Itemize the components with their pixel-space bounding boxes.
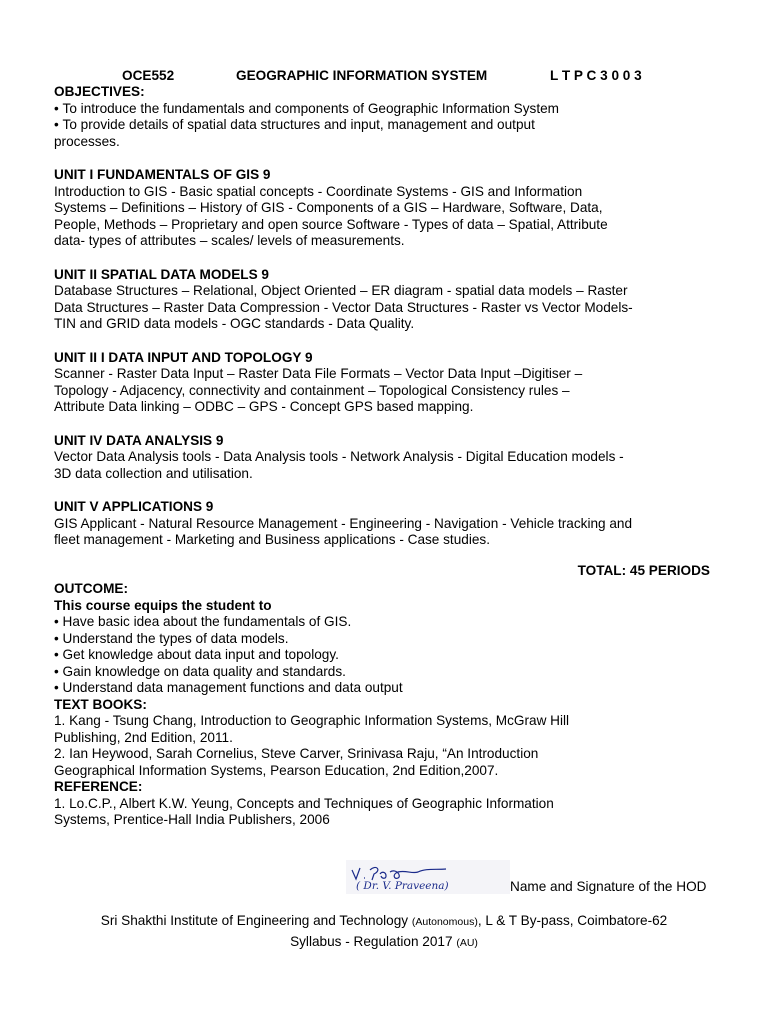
unit-line: Introduction to GIS - Basic spatial concepts - Coordinate Systems - GIS and Information [54, 183, 583, 199]
institute-address: , L & T By-pass, Coimbatore-62 [477, 913, 668, 928]
total-periods: TOTAL: 45 PERIODS [577, 562, 710, 578]
unit-line: People, Methods – Proprietary and open source Software - Types of data – Spatial, Attribute [54, 216, 608, 232]
regulation-text: Syllabus - Regulation 2017 [290, 934, 457, 949]
objectives-section [54, 84, 714, 150]
unit-line: 3D data collection and utilisation. [54, 465, 253, 481]
unit-line: GIS Applicant - Natural Resource Management - Engineering - Navigation - Vehicle tracking and [54, 515, 633, 531]
unit-line: fleet management - Marketing and Business applications - Case studies. [54, 532, 490, 547]
unit-line: Attribute Data linking – ODBC – GPS - Concept GPS based mapping. [54, 399, 474, 414]
regulation-tag: (AU) [456, 937, 478, 949]
footer-regulation-line [0, 932, 768, 953]
unit-3 [54, 350, 714, 416]
outcome-item: • Gain knowledge on data quality and standards. [54, 664, 714, 681]
unit-4 [54, 433, 714, 483]
objective-item: • To introduce the fundamentals and components of Geographic Information System [54, 101, 714, 118]
unit-2 [54, 267, 714, 333]
unit-1 [54, 167, 714, 250]
unit-line: Topology - Adjacency, connectivity and containment – Topological Consistency rules – [54, 382, 570, 398]
unit-line: TIN and GRID data models - OGC standards - Data Quality. [54, 316, 415, 331]
reference-line: Systems, Prentice-Hall India Publishers, 2006 [54, 812, 330, 827]
unit-title: UNIT I FUNDAMENTALS OF GIS 9 [54, 167, 271, 182]
signature-name-text: ( Dr. V. Praveena) [356, 880, 449, 892]
unit-line: Systems – Definitions – History of GIS - Components of a GIS – Hardware, Software, Data, [54, 200, 603, 215]
outcome-list [54, 614, 714, 697]
outcome-item: • Have basic idea about the fundamentals of GIS. [54, 614, 714, 631]
objectives-heading: OBJECTIVES: [54, 84, 145, 99]
textbooks-heading: TEXT BOOKS: [54, 696, 147, 712]
unit-title: UNIT IV DATA ANALYSIS 9 [54, 432, 224, 448]
textbook-line: Geographical Information Systems, Pearson Education, 2nd Edition,2007. [54, 762, 499, 778]
unit-line: Database Structures – Relational, Object Oriented – ER diagram - spatial data models – Raster [54, 283, 628, 298]
outcome-section [54, 581, 714, 697]
reference-heading: REFERENCE: [54, 779, 143, 794]
footer-institute-line [0, 911, 768, 932]
course-title: GEOGRAPHIC INFORMATION SYSTEM [236, 68, 488, 83]
unit-line: Vector Data Analysis tools - Data Analysis tools - Network Analysis - Digital Education models - [54, 449, 624, 464]
unit-line: Data Structures – Raster Data Compression - Vector Data Structures - Raster vs Vector Models- [54, 299, 633, 315]
outcome-intro: This course equips the student to [54, 597, 272, 613]
reference-section [54, 779, 714, 829]
outcome-heading: OUTCOME: [54, 581, 129, 596]
unit-title: UNIT II I DATA INPUT AND TOPOLOGY 9 [54, 349, 313, 365]
objective-item: • To provide details of spatial data structures and input, management and output processes. [54, 117, 714, 150]
textbook-line: Publishing, 2nd Edition, 2011. [54, 729, 233, 745]
unit-line: data- types of attributes – scales/ levels of measurements. [54, 233, 405, 248]
textbooks-section [54, 697, 714, 780]
course-ltpc: L T P C 3 0 0 3 [550, 68, 642, 83]
handwritten-signature [346, 860, 510, 894]
hod-signature-label: Name and Signature of the HOD [510, 879, 707, 894]
unit-title: UNIT II SPATIAL DATA MODELS 9 [54, 266, 269, 282]
unit-line: Scanner - Raster Data Input – Raster Data File Formats – Vector Data Input –Digitiser – [54, 366, 583, 381]
syllabus-page [54, 68, 714, 829]
unit-5 [54, 499, 714, 549]
outcome-item: • Understand the types of data models. [54, 631, 714, 648]
autonomous-tag: (Autonomous) [411, 916, 478, 928]
unit-title: UNIT V APPLICATIONS 9 [54, 499, 214, 514]
textbook-line: 2. Ian Heywood, Sarah Cornelius, Steve Carver, Srinivasa Raju, “An Introduction [54, 746, 539, 761]
outcome-item: • Understand data management functions and data output [54, 680, 714, 697]
outcome-item: • Get knowledge about data input and topology. [54, 647, 714, 664]
hod-signature-block [346, 860, 746, 896]
objectives-list [54, 101, 714, 151]
reference-line: 1. Lo.C.P., Albert K.W. Yeung, Concepts and Techniques of Geographic Information [54, 795, 554, 811]
institute-name: Sri Shakthi Institute of Engineering and Technology [100, 913, 412, 928]
course-code: OCE552 [122, 68, 175, 83]
textbook-line: 1. Kang - Tsung Chang, Introduction to Geographic Information Systems, McGraw Hill [54, 713, 570, 728]
footer [0, 911, 768, 953]
course-header [54, 68, 714, 84]
